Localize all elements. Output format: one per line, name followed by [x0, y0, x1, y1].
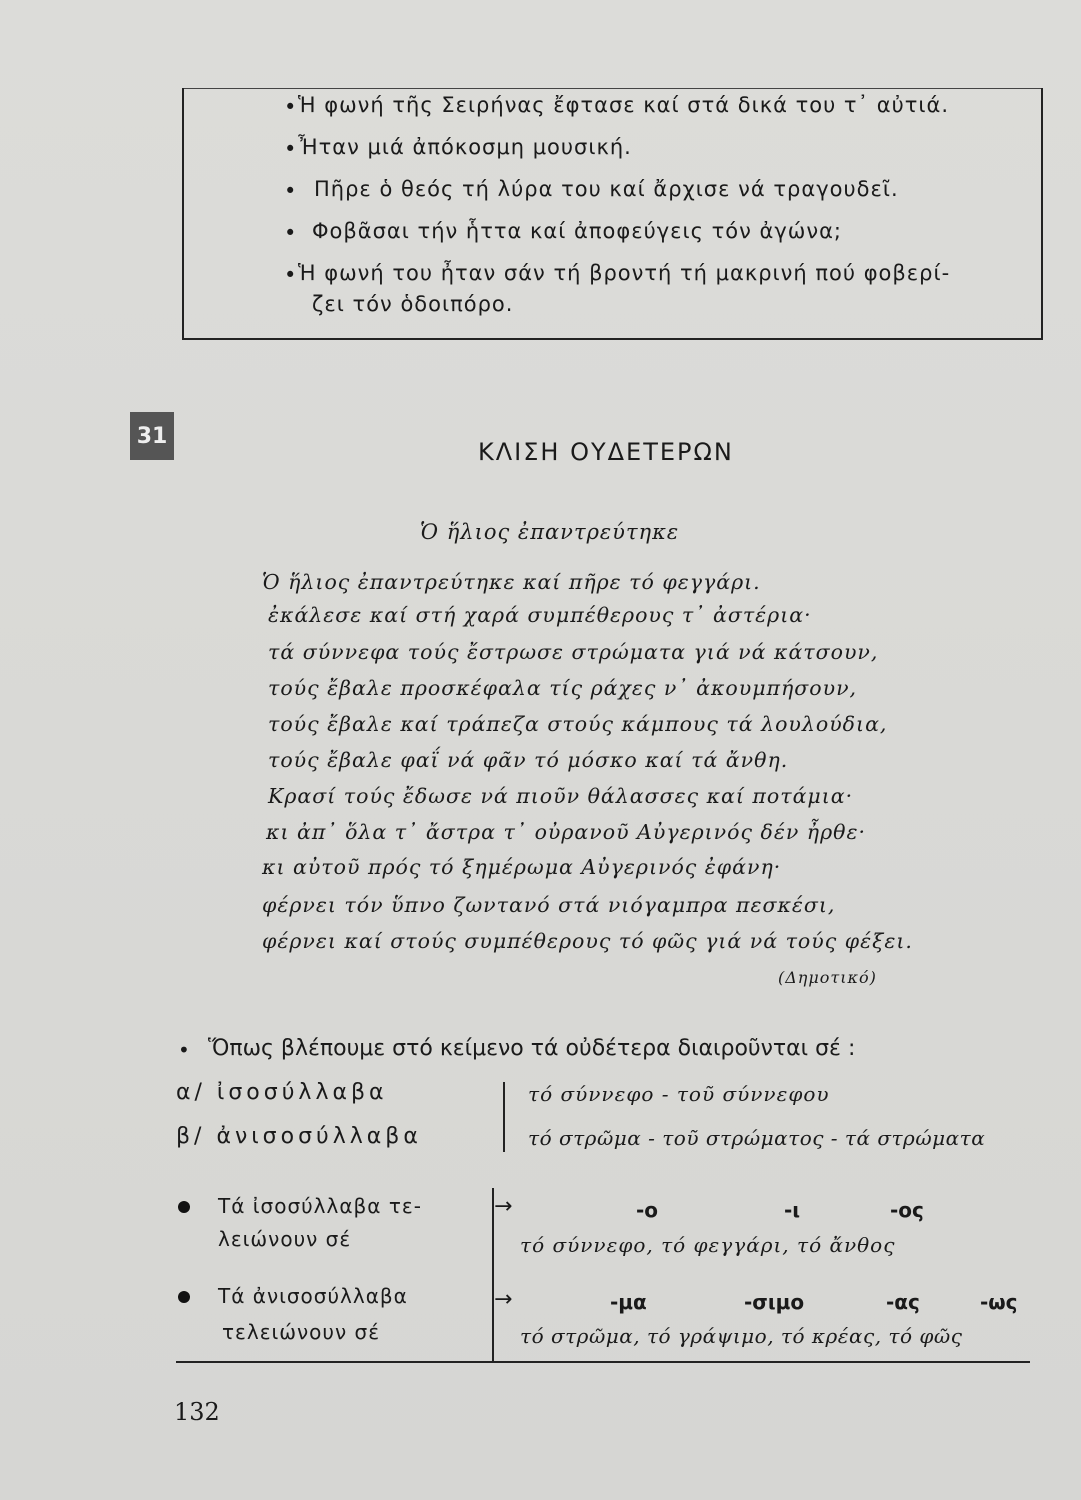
exercise-line: Ἦταν μιά ἀπόκοσμη μουσική.: [298, 135, 632, 159]
bullet: •: [178, 1038, 190, 1062]
exercise-line: ζει τόν ὁδοιπόρο.: [312, 292, 514, 316]
group-divider: [503, 1082, 505, 1152]
exercise-line: Ἡ φωνή του ἦταν σάν τή βροντή τή μακρινή πού φοβερί-: [298, 261, 951, 285]
bullet: •: [284, 263, 297, 287]
poem-verse: τούς ἔβαλε προσκέφαλα τίς ράχες ν᾽ ἀκουμπήσουν,: [268, 676, 858, 700]
bullet: •: [284, 95, 297, 119]
table-bottom-rule: [176, 1361, 1030, 1363]
table-divider: [492, 1188, 494, 1362]
poem-verse: φέρνει καί στούς συμπέθερους τό φῶς γιά νά τούς φέξει.: [262, 929, 913, 953]
group-example: τό σύννεφο - τοῦ σύννεφου: [528, 1082, 830, 1106]
ending: -ι: [784, 1198, 801, 1222]
bullet: •: [284, 221, 297, 245]
poem-source: (Δημοτικό): [778, 968, 877, 987]
ending: -σιμο: [744, 1290, 805, 1314]
bullet: [178, 1201, 190, 1213]
exercise-line: Ἡ φωνή τῆς Σειρήνας ἔφτασε καί στά δικά του τ᾽ αὐτιά.: [298, 93, 950, 117]
exercise-line: Πῆρε ὁ θεός τή λύρα του καί ἄρχισε νά τραγουδεῖ.: [314, 177, 899, 201]
poem-title: Ὁ ἥλιος ἐπαντρεύτηκε: [420, 520, 680, 544]
endings-label: Τά ἰσοσύλλαβα τε-: [218, 1194, 422, 1218]
ending: -ας: [886, 1290, 920, 1314]
poem-verse: φέρνει τόν ὕπνο ζωντανό στά νιόγαμπρα πεσκέσι,: [262, 893, 836, 917]
endings-label: τελειώνουν σέ: [222, 1320, 381, 1344]
poem-verse: Κρασί τούς ἔδωσε νά πιοῦν θάλασσες καί ποτάμια·: [268, 784, 854, 808]
ending: -μα: [610, 1290, 647, 1314]
poem-verse: Ὁ ἥλιος ἐπαντρεύτηκε καί πῆρε τό φεγγάρι.: [262, 570, 761, 594]
section-title: ΚΛΙΣΗ ΟΥΔΕΤΕΡΩΝ: [478, 438, 734, 466]
ending-examples: τό σύννεφο, τό φεγγάρι, τό ἄνθος: [520, 1233, 896, 1257]
group-label: α/ ἰσοσύλλαβα: [176, 1080, 388, 1105]
bullet: •: [284, 137, 297, 161]
poem-verse: ἐκάλεσε καί στή χαρά συμπέθερους τ᾽ ἀστέρια·: [268, 603, 812, 627]
poem-verse: κι αὐτοῦ πρός τό ξημέρωμα Αὐγερινός ἐφάνη·: [262, 855, 782, 879]
endings-label: λειώνουν σέ: [218, 1227, 352, 1251]
explanation-intro: Ὅπως βλέπουμε στό κείμενο τά οὐδέτερα διαιροῦνται σέ :: [208, 1036, 856, 1061]
group-label: β/ ἀνισοσύλλαβα: [176, 1124, 422, 1149]
ending: -ο: [636, 1198, 659, 1222]
bullet: [178, 1291, 190, 1303]
box-top-rule: [184, 88, 1041, 89]
poem-verse: τούς ἔβαλε φαΐ νά φᾶν τό μόσκο καί τά ἄνθη.: [268, 748, 789, 772]
exercise-line: Φοβᾶσαι τήν ἧττα καί ἀποφεύγεις τόν ἀγώνα;: [312, 219, 843, 243]
poem-verse: κι ἀπ᾽ ὅλα τ᾽ ἄστρα τ᾽ οὐρανοῦ Αὐγερινός δέν ἦρθε·: [266, 820, 866, 844]
page-number: 132: [174, 1398, 220, 1426]
arrow-icon: →: [494, 1287, 513, 1312]
endings-label: Τά ἀνισοσύλλαβα: [218, 1284, 408, 1308]
arrow-icon: →: [494, 1194, 513, 1219]
ending: -ως: [980, 1290, 1018, 1314]
poem-verse: τά σύννεφα τούς ἔστρωσε στρώματα γιά νά κάτσουν,: [268, 640, 879, 664]
lesson-number-badge: 31: [130, 412, 174, 460]
group-example: τό στρῶμα - τοῦ στρώματος - τά στρώματα: [528, 1126, 986, 1150]
ending-examples: τό στρῶμα, τό γράψιμο, τό κρέας, τό φῶς: [520, 1324, 963, 1348]
poem-verse: τούς ἔβαλε καί τράπεζα στούς κάμπους τά λουλούδια,: [268, 712, 888, 736]
bullet: •: [284, 179, 297, 203]
ending: -ος: [890, 1198, 924, 1222]
